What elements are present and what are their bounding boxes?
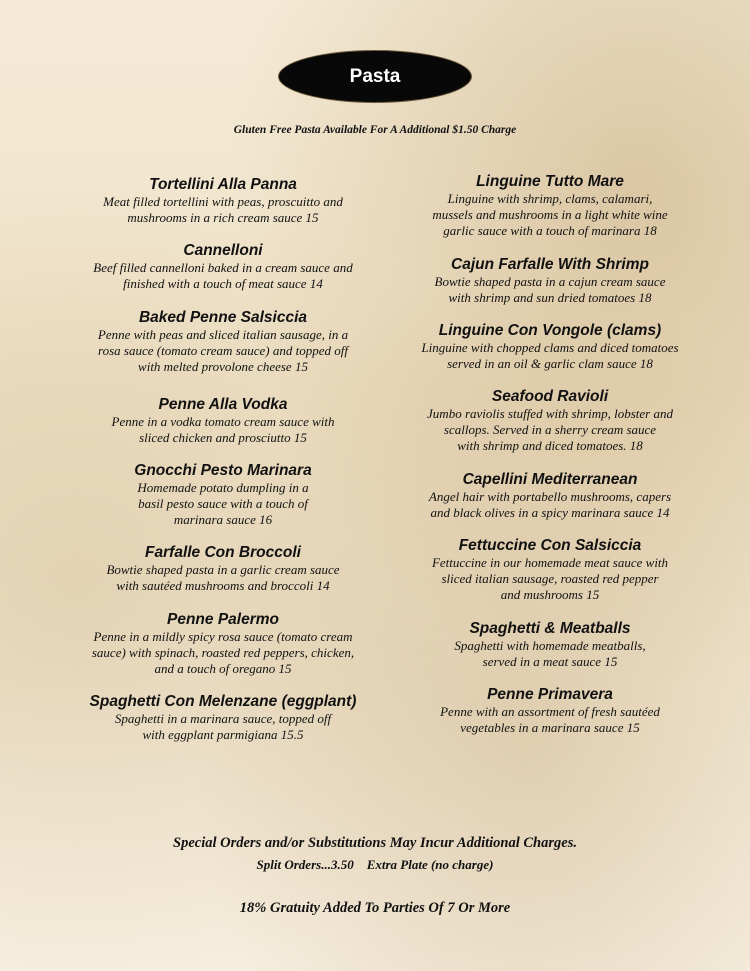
menu-item-description: Linguine with shrimp, clams, calamari, mussels and mushrooms in a light white wine garlic sauce with a touch of marinara 18 — [432, 191, 668, 238]
menu-item-description: Angel hair with portabello mushrooms, capers and black olives in a spicy marinara sauce 14 — [428, 489, 672, 520]
menu-item-description: Linguine with chopped clams and diced tomatoes served in an oil & garlic clam sauce 18 — [421, 340, 679, 371]
menu-item-name: Seafood Ravioli — [491, 388, 609, 405]
section-title-badge — [278, 50, 472, 103]
menu-item — [385, 537, 715, 603]
menu-item-description: Penne with peas and sliced italian sausage, in a rosa sauce (tomato cream sauce) and topped off with melted provolone cheese 15 — [97, 327, 349, 374]
menu-item-name: Cajun Farfalle With Shrimp — [451, 256, 649, 273]
menu-item-description: Homemade potato dumpling in a basil pesto sauce with a touch of marinara sauce 16 — [137, 480, 309, 527]
menu-item-name: Farfalle Con Broccoli — [145, 544, 301, 561]
menu-item — [58, 242, 388, 292]
menu-item — [58, 693, 388, 743]
menu-item-name: Spaghetti & Meatballs — [469, 620, 631, 637]
menu-item-description: Beef filled cannelloni baked in a cream sauce and finished with a touch of meat sauce 14 — [93, 260, 353, 291]
menu-item-description: Penne in a mildly spicy rosa sauce (tomato cream sauce) with spinach, roasted red peppers, chicken, and a touch of oregano 15 — [91, 629, 355, 676]
menu-item-description: Fettuccine in our homemade meat sauce with sliced italian sausage, roasted red pepper and mushrooms 15 — [431, 555, 669, 602]
split-orders-note: Split Orders...3.50 Extra Plate (no charge) — [256, 857, 494, 872]
menu-item-name: Spaghetti Con Melenzane (eggplant) — [89, 693, 357, 710]
menu-item — [385, 620, 715, 670]
menu-item-description: Jumbo raviolis stuffed with shrimp, lobster and scallops. Served in a sherry cream sauce with shrimp and diced tomatoes. 18 — [427, 406, 673, 453]
menu-item-name: Penne Primavera — [487, 686, 613, 703]
menu-item-name: Linguine Tutto Mare — [476, 173, 624, 190]
menu-item-name: Gnocchi Pesto Marinara — [134, 462, 312, 479]
menu-item-name: Cannelloni — [183, 242, 263, 259]
menu-item-name: Capellini Mediterranean — [462, 471, 638, 488]
gratuity-note: 18% Gratuity Added To Parties Of 7 Or More — [239, 900, 511, 916]
menu-item — [58, 462, 388, 528]
menu-item-description: Bowtie shaped pasta in a garlic cream sauce with sautéed mushrooms and broccoli 14 — [106, 562, 340, 593]
menu-item — [58, 544, 388, 594]
gluten-free-note: Gluten Free Pasta Available For A Additional $1.50 Charge — [233, 124, 517, 136]
menu-item-description: Spaghetti with homemade meatballs, served in a meat sauce 15 — [454, 638, 646, 669]
menu-item-name: Penne Palermo — [167, 611, 279, 628]
menu-item — [385, 256, 715, 306]
section-title: Pasta — [349, 65, 401, 87]
menu-item — [58, 176, 388, 226]
menu-item-description: Meat filled tortellini with peas, proscuitto and mushrooms in a rich cream sauce 15 — [103, 194, 343, 225]
menu-item-name: Tortellini Alla Panna — [149, 176, 297, 193]
menu-item-description: Penne in a vodka tomato cream sauce with sliced chicken and prosciutto 15 — [111, 414, 335, 445]
menu-item — [58, 396, 388, 446]
menu-item — [385, 686, 715, 736]
menu-item-description: Bowtie shaped pasta in a cajun cream sauce with shrimp and sun dried tomatoes 18 — [434, 274, 666, 305]
menu-item — [58, 611, 388, 677]
menu-item — [385, 322, 715, 372]
menu-item — [58, 309, 388, 375]
menu-item-name: Penne Alla Vodka — [158, 396, 288, 413]
menu-item-name: Fettuccine Con Salsiccia — [458, 537, 642, 554]
menu-item-name: Baked Penne Salsiccia — [138, 309, 307, 326]
menu-item — [385, 173, 715, 239]
menu-item-name: Linguine Con Vongole (clams) — [438, 322, 662, 339]
special-orders-note: Special Orders and/or Substitutions May Incur Additional Charges. — [173, 835, 577, 851]
menu-item — [385, 471, 715, 521]
menu-item — [385, 388, 715, 454]
menu-item-description: Spaghetti in a marinara sauce, topped off with eggplant parmigiana 15.5 — [114, 711, 332, 742]
menu-item-description: Penne with an assortment of fresh sautéed vegetables in a marinara sauce 15 — [440, 704, 660, 735]
